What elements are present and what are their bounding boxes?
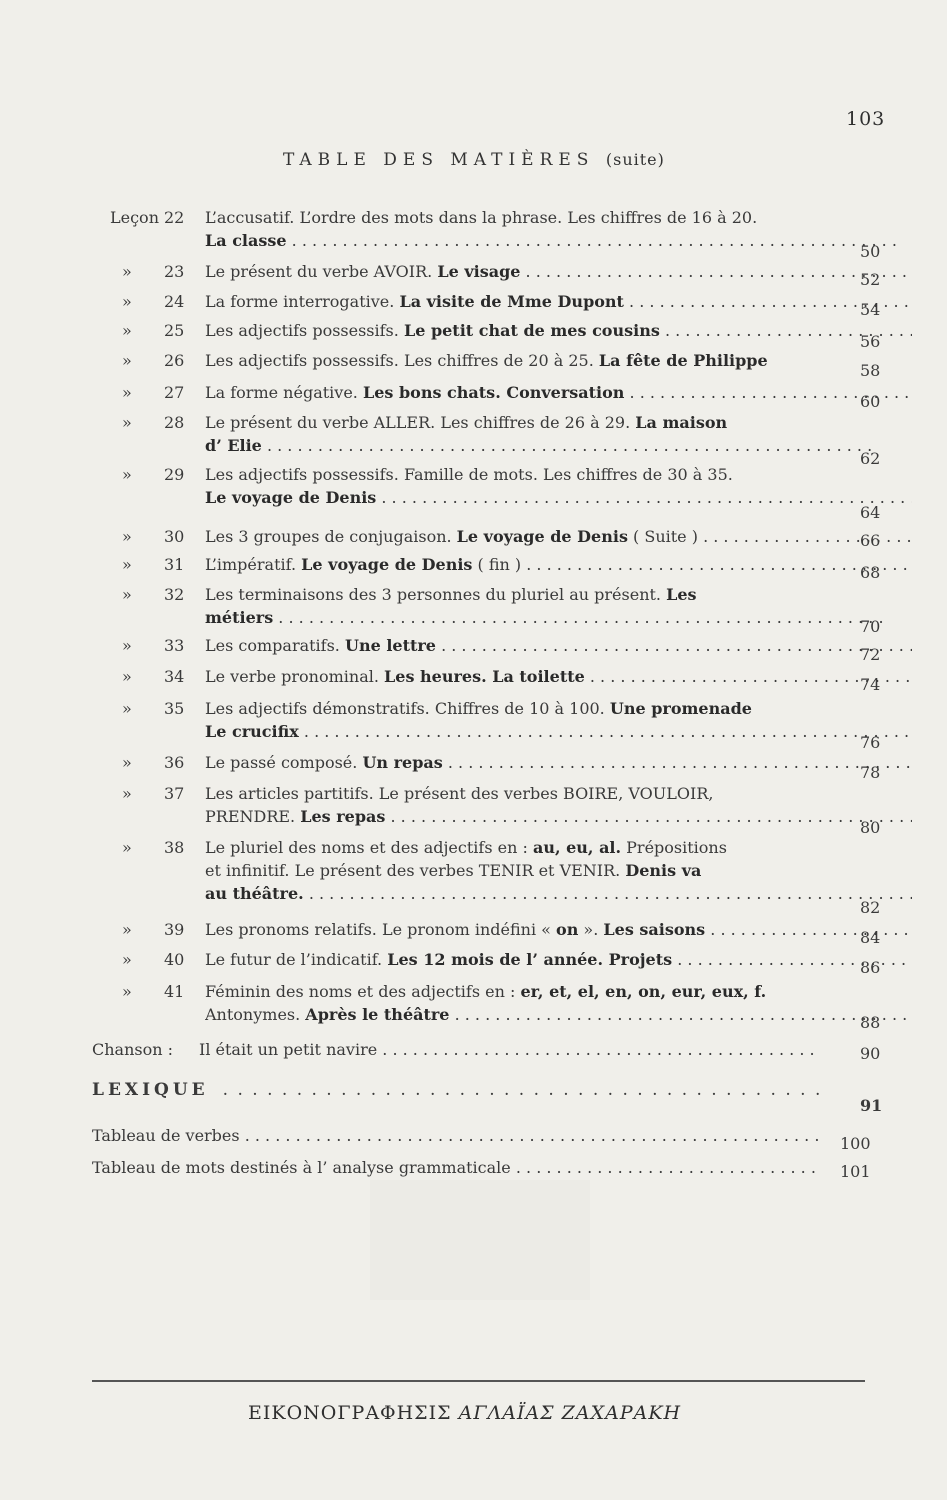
description-line: Les adjectifs possessifs. Le petit chat de mes cousins . . .: [205, 319, 912, 342]
lesson-number: 31: [164, 555, 185, 574]
lesson-description: [205, 918, 912, 941]
page-ref: 64: [860, 503, 881, 522]
ditto-mark: »: [122, 982, 132, 1001]
footer-credit: [248, 1402, 681, 1424]
title-text: TABLE DES MATIÈRES: [283, 150, 595, 170]
tableau-mots-text: Tableau de mots destinés à l’ analyse grammaticale . . .: [92, 1156, 822, 1179]
lesson-number: 40: [164, 950, 185, 969]
page-ref: 68: [860, 563, 881, 582]
description-line: métiers . . .: [205, 606, 912, 629]
lesson-description: [205, 290, 912, 313]
ditto-mark: »: [122, 784, 132, 803]
description-line: La classe . . .: [205, 229, 912, 252]
description-line: Les adjectifs possessifs. Les chiffres de 20 à 25. La fête de Philippe: [205, 351, 768, 370]
lesson-description: [205, 697, 912, 743]
lesson-number: 35: [164, 699, 185, 718]
lesson-description: [205, 782, 912, 828]
title-suffix: (suite): [605, 150, 665, 169]
lesson-number: 41: [164, 982, 185, 1001]
ditto-mark: »: [122, 838, 132, 857]
lexique-heading: LEXIQUE . . . . . . . . . . . . . . . . . . . . . . . . . . . . . . . . . . . . . . . . .: [92, 1080, 822, 1100]
tableau-verbes-entry: [92, 1124, 822, 1147]
lesson-description: [205, 319, 912, 342]
lesson-number: 39: [164, 920, 185, 939]
lecon-word: Leçon: [110, 208, 159, 227]
lesson-description: [205, 948, 912, 971]
description-line: Le passé composé. Un repas . . .: [205, 751, 912, 774]
description-line: Le futur de l’indicatif. Les 12 mois de l’ année. Projets . . .: [205, 948, 912, 971]
description-line: Le voyage de Denis . . .: [205, 486, 912, 509]
description-line: Le présent du verbe AVOIR. Le visage . . .: [205, 260, 912, 283]
page-ref: 60: [860, 392, 881, 411]
page-ref: 58: [860, 361, 881, 380]
lesson-number: 32: [164, 585, 185, 604]
lesson-description: [205, 665, 912, 688]
lesson-description: [205, 751, 912, 774]
description-line: La forme négative. Les bons chats. Conversation . . .: [205, 381, 912, 404]
lesson-number: 26: [164, 351, 185, 370]
ditto-mark: »: [122, 555, 132, 574]
ditto-mark: »: [122, 465, 132, 484]
description-line: Féminin des noms et des adjectifs en : er, et, el, en, on, eur, eux, f.: [205, 982, 767, 1001]
lesson-description: [205, 980, 912, 1026]
lesson-number: 34: [164, 667, 185, 686]
page-ref: 84: [860, 928, 881, 947]
description-line: et infinitif. Le présent des verbes TENIR et VENIR. Denis va: [205, 861, 702, 880]
page-number: 103: [846, 108, 886, 130]
description-line: au théâtre. . . .: [205, 882, 912, 905]
page-ref: 72: [860, 645, 881, 664]
ditto-mark: »: [122, 667, 132, 686]
tableau-verbes-text: Tableau de verbes . . .: [92, 1124, 822, 1147]
lesson-number: 24: [164, 292, 185, 311]
lesson-number: 37: [164, 784, 185, 803]
page-ref: 50: [860, 242, 881, 261]
footer-rule: [92, 1380, 865, 1382]
lesson-description: [205, 206, 912, 252]
page-ref: 70: [860, 617, 881, 636]
lesson-description: [205, 381, 912, 404]
ditto-mark: »: [122, 920, 132, 939]
description-line: Le présent du verbe ALLER. Les chiffres de 26 à 29. La maison: [205, 413, 728, 432]
description-line: Les terminaisons des 3 personnes du pluriel au présent. Les: [205, 585, 697, 604]
ditto-mark: »: [122, 383, 132, 402]
ditto-mark: »: [122, 753, 132, 772]
lesson-description: [205, 553, 912, 576]
ditto-mark: »: [122, 950, 132, 969]
lesson-number: 38: [164, 838, 185, 857]
ditto-mark: »: [122, 636, 132, 655]
description-line: Le pluriel des noms et des adjectifs en : au, eu, al. Prépositions: [205, 838, 727, 857]
lesson-description: [205, 260, 912, 283]
page-ref: 78: [860, 763, 881, 782]
description-line: La forme interrogative. La visite de Mme Dupont . . .: [205, 290, 912, 313]
page-ref: 56: [860, 332, 881, 351]
lesson-description: [205, 525, 912, 548]
description-line: Antonymes. Après le théâtre . . .: [205, 1003, 912, 1026]
lexique-page: 91: [860, 1096, 883, 1115]
ditto-mark: »: [122, 699, 132, 718]
ditto-mark: »: [122, 413, 132, 432]
lesson-description: [205, 411, 912, 457]
description-line: Les pronoms relatifs. Le pronom indéfini « on ». Les saisons . . .: [205, 918, 912, 941]
page-ref: 86: [860, 958, 881, 977]
footer-lead: ΕΙΚΟΝΟΓΡΑΦΗΣΙΣ: [248, 1402, 452, 1424]
faded-library-stamp: [370, 1180, 590, 1300]
ditto-mark: »: [122, 585, 132, 604]
lesson-number: 25: [164, 321, 185, 340]
page-ref: 54: [860, 300, 881, 319]
chanson-title: Il était un petit navire . . .: [199, 1038, 819, 1061]
description-line: Les adjectifs démonstratifs. Chiffres de 10 à 100. Une promenade: [205, 699, 752, 718]
lesson-number: 23: [164, 262, 185, 281]
description-line: Le crucifix . . .: [205, 720, 912, 743]
tableau-mots-entry: [92, 1156, 822, 1179]
lesson-number: 29: [164, 465, 185, 484]
ditto-mark: »: [122, 351, 132, 370]
ditto-mark: »: [122, 321, 132, 340]
chanson-label: Chanson :: [92, 1040, 174, 1059]
ditto-mark: »: [122, 527, 132, 546]
description-line: Les 3 groupes de conjugaison. Le voyage de Denis ( Suite ) . . .: [205, 525, 912, 548]
lesson-description: [205, 349, 912, 372]
description-line: Les adjectifs possessifs. Famille de mots. Les chiffres de 30 à 35.: [205, 465, 733, 484]
lesson-number: 28: [164, 413, 185, 432]
lesson-number: 33: [164, 636, 185, 655]
chanson-page: 90: [860, 1044, 881, 1063]
lesson-number: 22: [164, 208, 185, 227]
lesson-description: [205, 583, 912, 629]
page-ref: 88: [860, 1013, 881, 1032]
description-line: PRENDRE. Les repas . . .: [205, 805, 912, 828]
tableau-mots-page: 101: [840, 1162, 871, 1181]
description-line: Le verbe pronominal. Les heures. La toilette . . .: [205, 665, 912, 688]
description-line: L’accusatif. L’ordre des mots dans la phrase. Les chiffres de 16 à 20.: [205, 208, 758, 227]
page-title: [283, 150, 665, 170]
description-line: L’impératif. Le voyage de Denis ( fin ) . . .: [205, 553, 912, 576]
footer-illustrator: ΑΓΛΑΪΑΣ ΖΑΧΑΡΑΚΗ: [458, 1402, 682, 1424]
page-ref: 52: [860, 270, 881, 289]
page-ref: 82: [860, 898, 881, 917]
description-line: d’ Elie . . .: [205, 434, 912, 457]
page-ref: 76: [860, 733, 881, 752]
description-line: Les comparatifs. Une lettre . . .: [205, 634, 912, 657]
lesson-description: [205, 634, 912, 657]
lexique-label: LEXIQUE: [92, 1080, 209, 1100]
page-ref: 74: [860, 675, 881, 694]
lesson-number: 36: [164, 753, 185, 772]
chanson-entry: [92, 1038, 862, 1061]
tableau-verbes-page: 100: [840, 1134, 871, 1153]
lesson-number: 30: [164, 527, 185, 546]
lesson-description: [205, 463, 912, 509]
description-line: Les articles partitifs. Le présent des verbes BOIRE, VOULOIR,: [205, 784, 714, 803]
ditto-mark: »: [122, 292, 132, 311]
page-ref: 80: [860, 818, 881, 837]
lesson-number: 27: [164, 383, 185, 402]
page-ref: 66: [860, 531, 881, 550]
page-ref: 62: [860, 449, 881, 468]
ditto-mark: »: [122, 262, 132, 281]
lesson-description: [205, 836, 912, 905]
